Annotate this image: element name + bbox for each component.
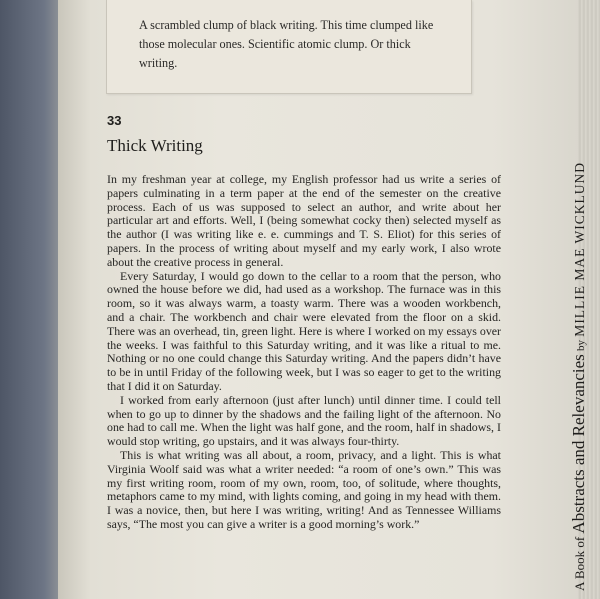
quote-card <box>106 0 472 94</box>
running-title-vertical <box>569 162 589 591</box>
paragraph-3: I worked from early afternoon (just after lunch) until dinner time. I could tell when to go up to dinner by the shadows and the failing light of the afternoon. No one had to call me. When the light was half gone, and the room, half in shadows, I would stop writing, go upstairs, and it was always four-thirty. <box>107 392 501 449</box>
paragraph-1: In my freshman year at college, my English professor had us write a series of papers culminating in a term paper at the end of the semester on the creative process. Each of us was supposed to select an author, and write about her particular art and efforts. Well, I (being somewhat cocky then) selected myself as the author (I was writing like e. e. cummings and T. S. Eliot) for this series of papers. In the process of writing about myself and my early work, I also wrote about the creative process in general. <box>107 172 501 269</box>
quote-text: A scrambled clump of black writing. This time clumped like those molecular ones. Scientific atomic clump. Or thick writing. <box>139 18 434 70</box>
side-title-prefix: A Book of <box>572 536 587 591</box>
chapter-title: Thick Writing <box>107 136 203 155</box>
paragraph-2: Every Saturday, I would go down to the cellar to a room that the person, who owned the house before we did, had used as a workshop. The furnace was in this room, so it was always warm, a toasty warm. There was a wooden workbench, and a chair. The workbench and chair were elevated from the floor on a skid. There was an overhead, tin, green light. Here is where I worked on my essays over the weeks. I was faithful to this Saturday writing, and it was like a ritual to me. Nothing or no one could change this Saturday writing. And the papers didn’t have to be in until Friday of the following week, but I was so eager to get to the writing that I did it on Saturday. <box>107 268 501 393</box>
chapter-number: 33 <box>107 113 122 128</box>
side-title-author: MILLIE MAE WICKLUND <box>572 161 587 337</box>
side-title-by: by <box>575 339 587 351</box>
book-page <box>58 0 600 599</box>
side-title-main: Abstracts and Relevancies <box>569 354 588 534</box>
chapter-body <box>107 173 501 532</box>
paragraph-4: This is what writing was all about, a room, privacy, and a light. This is what Virginia Woolf said was what a writer needed: “a room of one’s own.” This was my first writing room, room of my own, room, too, of solitude, where thoughts, metaphors came to my mind, with lights coming, and going in my head with them. I was a novice, then, but here I was writing, writing! And as Tennessee Williams says, “The most you can give a writer is a good morning’s work.” <box>107 447 501 531</box>
